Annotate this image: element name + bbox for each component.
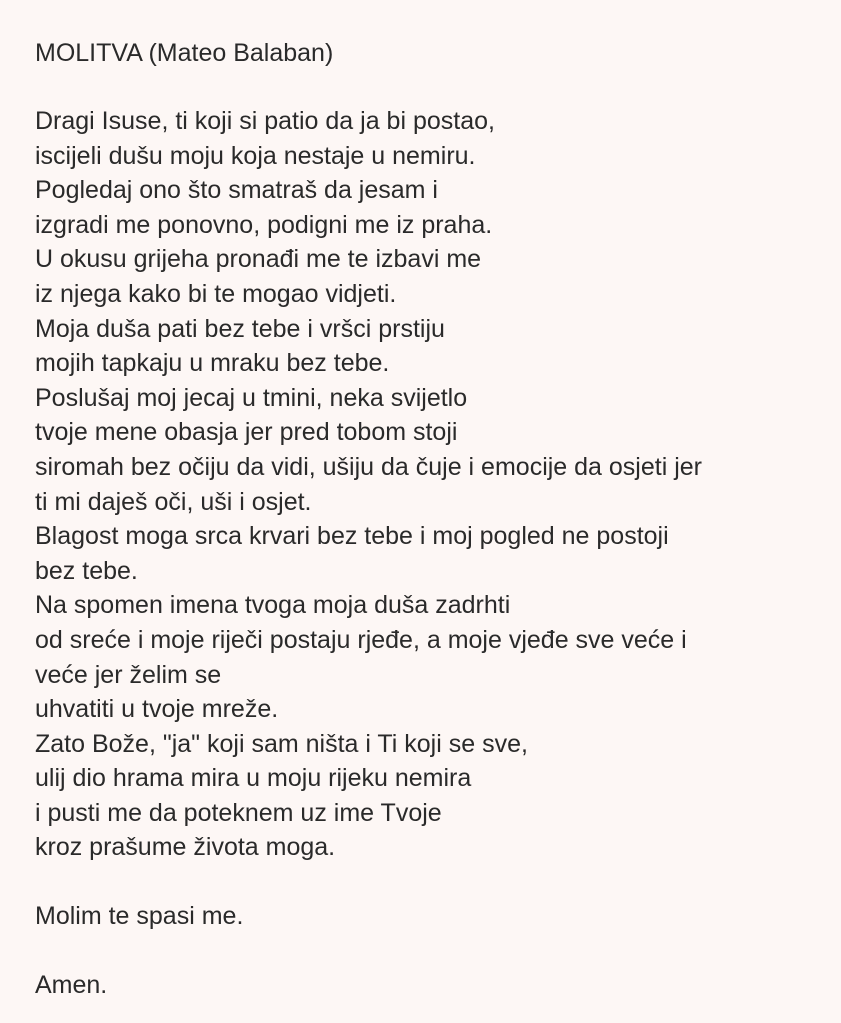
poem-line: iscijeli dušu moju koja nestaje u nemiru. [35,141,476,170]
poem-title: MOLITVA (Mateo Balaban) [35,39,334,67]
poem-line: bez tebe. [35,556,138,585]
plea-line: Molim te spasi me. [35,902,244,931]
poem-line: Zato Bože, "ja" koji sam ništa i Ti koji se sve, [35,729,528,758]
poem-line: mojih tapkaju u mraku bez tebe. [35,349,390,378]
poem-line: Na spomen imena tvoga moja duša zadrhti [35,591,511,620]
poem-line: izgradi me ponovno, podigni me iz praha. [35,210,493,239]
poem-line: ti mi daješ oči, uši i osjet. [35,487,312,516]
poem-body [35,104,821,865]
poem-line: Dragi Isuse, ti koji si patio da ja bi postao, [35,107,495,135]
poem-line: Poslušaj moj jecaj u tmini, neka svijetlo [35,383,468,412]
poem-line: Blagost moga srca krvari bez tebe i moj pogled ne postoji [35,522,669,551]
poem-line: tvoje mene obasja jer pred tobom stoji [35,418,458,447]
plea-stanza [35,899,821,934]
poem-line: od sreće i moje riječi postaju rjeđe, a moje vjeđe sve veće i [35,625,687,654]
poem-line: U okusu grijeha pronađi me te izbavi me [35,245,482,274]
poem-line: iz njega kako bi te mogao vidjeti. [35,279,397,308]
poem-line: veće jer želim se [35,660,222,689]
poem-line: i pusti me da poteknem uz ime Tvoje [35,798,442,827]
poem-line: kroz prašume života moga. [35,833,336,862]
poem-line: siromah bez očiju da vidi, ušiju da čuje i emocije da osjeti jer [35,452,702,481]
poem-line: ulij dio hrama mira u moju rijeku nemira [35,764,472,793]
closing-line: Amen. [35,970,108,999]
closing-stanza [35,968,821,1003]
poem-line: Pogledaj ono što smatraš da jesam i [35,176,438,205]
poem-line: uhvatiti u tvoje mreže. [35,695,279,724]
poem-line: Moja duša pati bez tebe i vršci prstiju [35,314,445,343]
